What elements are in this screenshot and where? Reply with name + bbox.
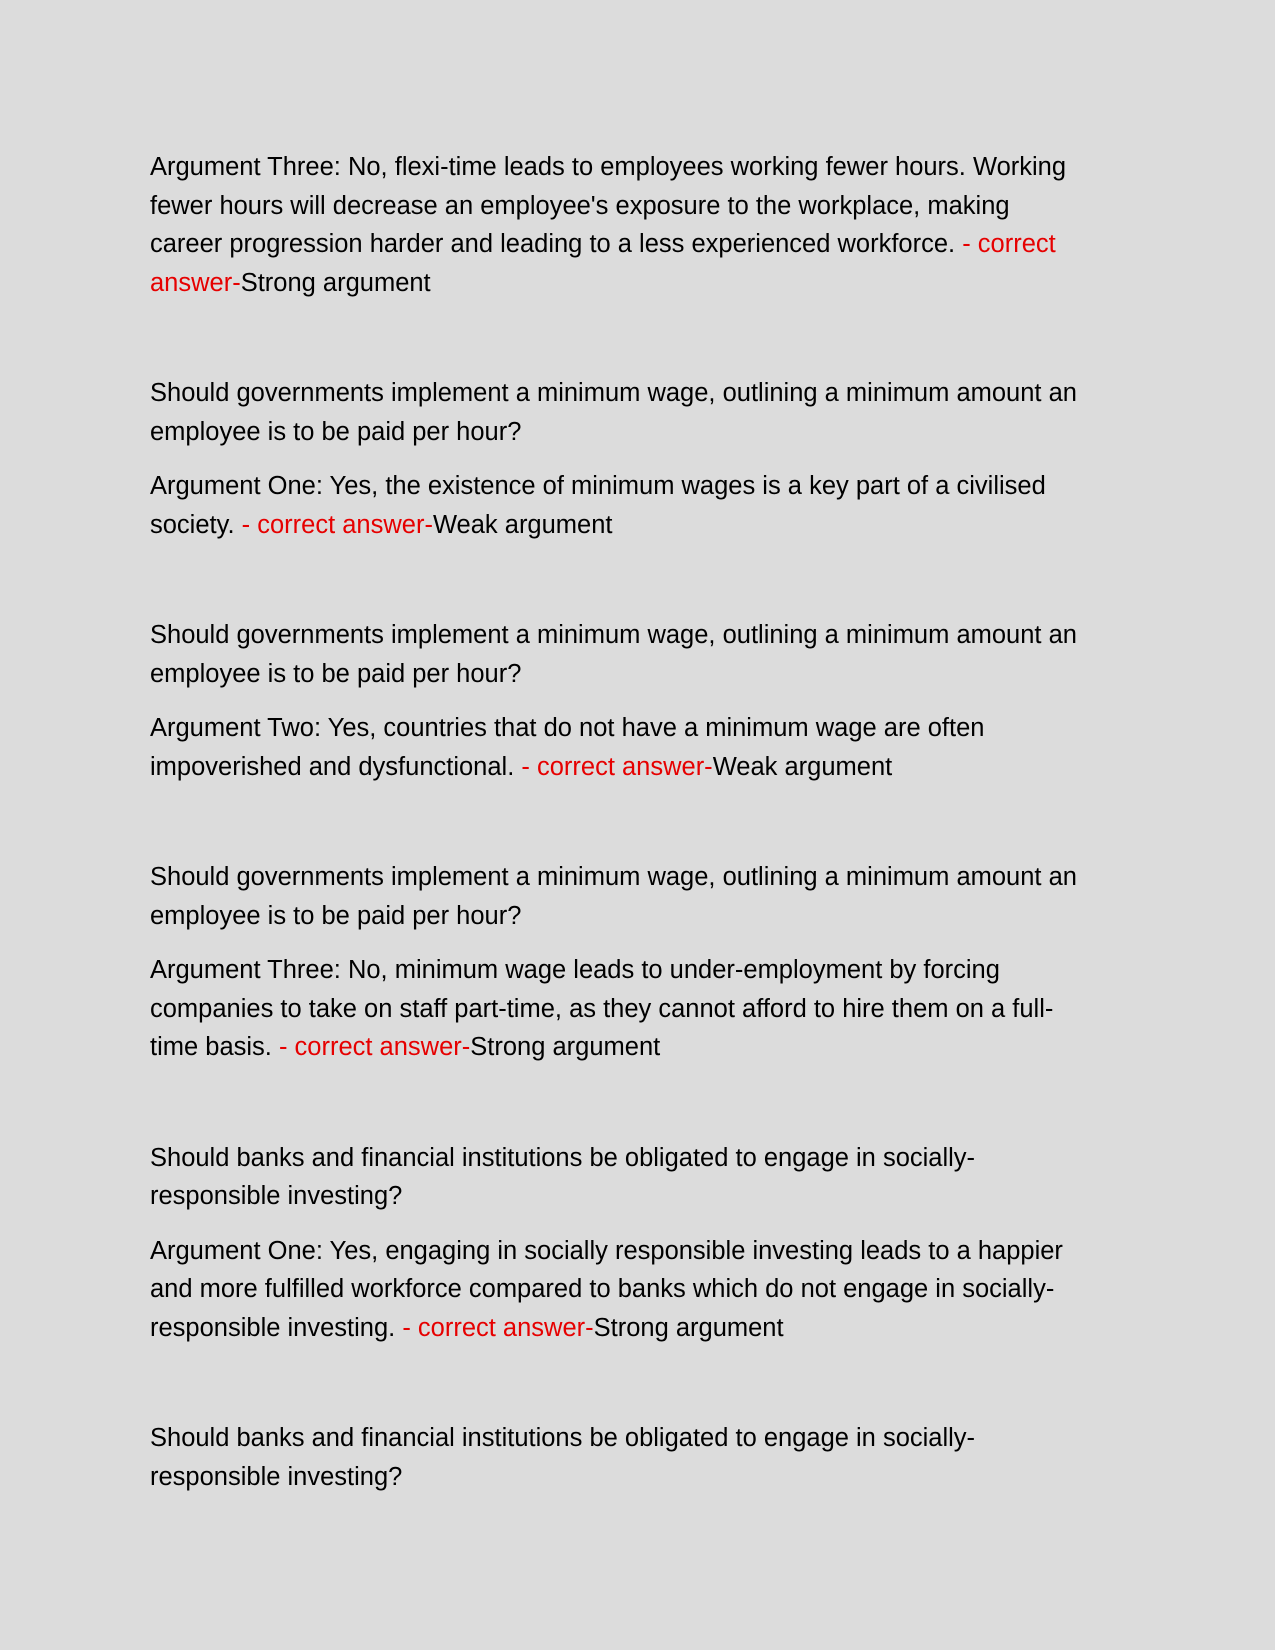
qa-block bbox=[150, 858, 1085, 1067]
qa-block bbox=[150, 1139, 1085, 1348]
answer-value: Strong argument bbox=[470, 1033, 661, 1061]
argument-statement: Argument Two: Yes, countries that do not have a minimum wage are often impoverished and dysfunctional. bbox=[150, 714, 985, 781]
answer-value: Strong argument bbox=[240, 268, 431, 297]
argument-statement: Argument Three: No, flexi-time leads to employees working fewer hours. Working fewer hours will decrease an employee's exposure to the workplace, making career progression harder and leading to a less experienced workforce. bbox=[150, 153, 1067, 258]
argument-text bbox=[150, 148, 1085, 302]
question-text: Should banks and financial institutions be obligated to engage in socially-responsible investing? bbox=[150, 1424, 976, 1491]
qa-block bbox=[150, 1419, 1085, 1496]
correct-answer-marker: - correct answer- bbox=[521, 752, 713, 781]
answer-value: Strong argument bbox=[593, 1313, 784, 1342]
answer-value: Weak argument bbox=[432, 510, 613, 539]
qa-block bbox=[150, 374, 1085, 544]
correct-answer-marker: - correct answer- bbox=[402, 1313, 594, 1342]
correct-answer-marker: - correct answer- bbox=[278, 1033, 471, 1061]
qa-block bbox=[150, 148, 1085, 302]
argument-text bbox=[150, 467, 1085, 544]
qa-block bbox=[150, 616, 1085, 786]
argument-text bbox=[150, 1232, 1085, 1348]
question-text: Should banks and financial institutions be obligated to engage in socially-responsible investing? bbox=[150, 1143, 976, 1210]
answer-value: Weak argument bbox=[712, 752, 893, 781]
question-text: Should governments implement a minimum wage, outlining a minimum amount an employee is to be paid per hour? bbox=[150, 379, 1077, 446]
argument-text bbox=[150, 951, 1085, 1067]
argument-text bbox=[150, 709, 1085, 786]
question-text: Should governments implement a minimum wage, outlining a minimum amount an employee is to be paid per hour? bbox=[150, 863, 1077, 930]
argument-statement: Argument One: Yes, the existence of minimum wages is a key part of a civilised society. bbox=[150, 472, 1046, 539]
question-text: Should governments implement a minimum wage, outlining a minimum amount an employee is to be paid per hour? bbox=[150, 621, 1077, 688]
argument-statement: Argument Three: No, minimum wage leads to under-employment by forcing companies to take on staff part-time, as they cannot afford to hire them on a full-time basis. bbox=[150, 956, 1054, 1061]
correct-answer-marker: - correct answer- bbox=[241, 510, 433, 539]
correct-answer-marker: - correct answer- bbox=[150, 230, 1056, 297]
argument-statement: Argument One: Yes, engaging in socially responsible investing leads to a happier and more fulfilled workforce compared to banks which do not engage in socially-responsible investing. bbox=[150, 1236, 1063, 1342]
